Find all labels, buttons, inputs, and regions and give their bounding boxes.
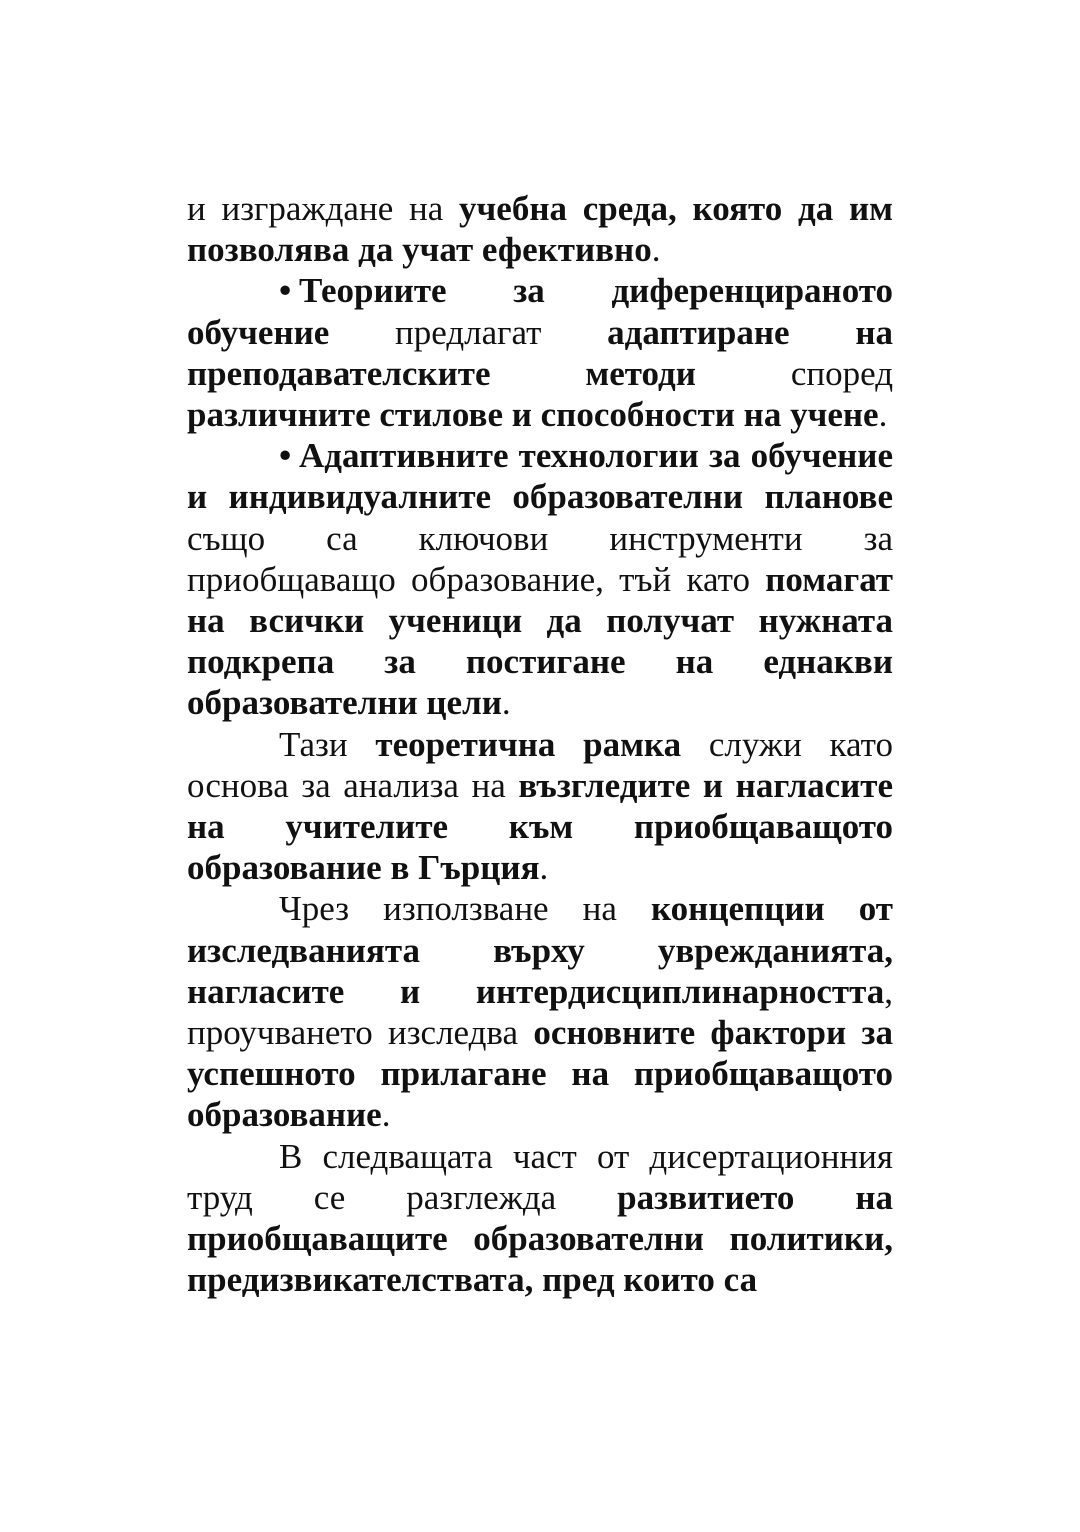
bullet-icon: • [279,271,292,311]
text-run-bold: основните фактори за успешното прилагане на приобщаващото образование [187,1013,893,1135]
text-run: . [651,230,661,270]
text-run-bold: адаптиране на преподавателските методи [187,312,893,393]
text-run-bold: Теориите за диференцираното обучение [187,271,893,352]
text-run: . [878,395,888,435]
text-run: според [695,353,893,393]
text-run-bold: учебна среда, която да им позволява да учат ефективно [187,189,894,270]
text-run-bold: възгледите и нагласите на учителите към приобщаващото образование в Гърция [187,765,894,888]
text-run-bold: развитието на приобщаващите образователни политики, предизвикателствата, пред които са [187,1177,894,1300]
text-run: Чрез използване на [279,889,651,929]
bullet-icon: • [279,436,292,476]
text-run-bold: Адаптивните технологии за обучение и индивидуалните образователни планове [187,436,893,517]
bullet-paragraph [187,270,893,435]
text-run: Тази [279,724,376,764]
text-run: . [501,683,511,723]
body-text [187,188,893,1300]
paragraph [187,724,893,889]
text-run: . [539,848,549,888]
text-run: също са ключови инструменти за приобщаващо образование, тъй като [187,518,893,599]
text-run: , проучването изследва [187,971,893,1053]
text-run-bold: теоретична рамка [375,724,682,764]
text-run: В следващата част от дисертационния труд се разглежда [187,1136,893,1217]
paragraph-continuation [187,188,893,270]
text-run: и изграждане на [187,189,460,228]
text-run-bold: различните стилове и способности на учене [187,395,879,435]
paragraph [187,888,893,1135]
text-run: . [381,1095,391,1135]
text-run-bold: концепции от изследванията върху уврежданията, нагласите и интердисциплинарността [187,889,893,1011]
text-run-bold: помагат на всички ученици да получат нужната подкрепа за постигане на еднакви образователни цели [187,559,893,723]
paragraph [187,1136,893,1301]
text-run: предлагат [329,312,608,352]
text-run: служи като основа за анализа на [187,724,893,805]
bullet-paragraph [187,435,893,723]
